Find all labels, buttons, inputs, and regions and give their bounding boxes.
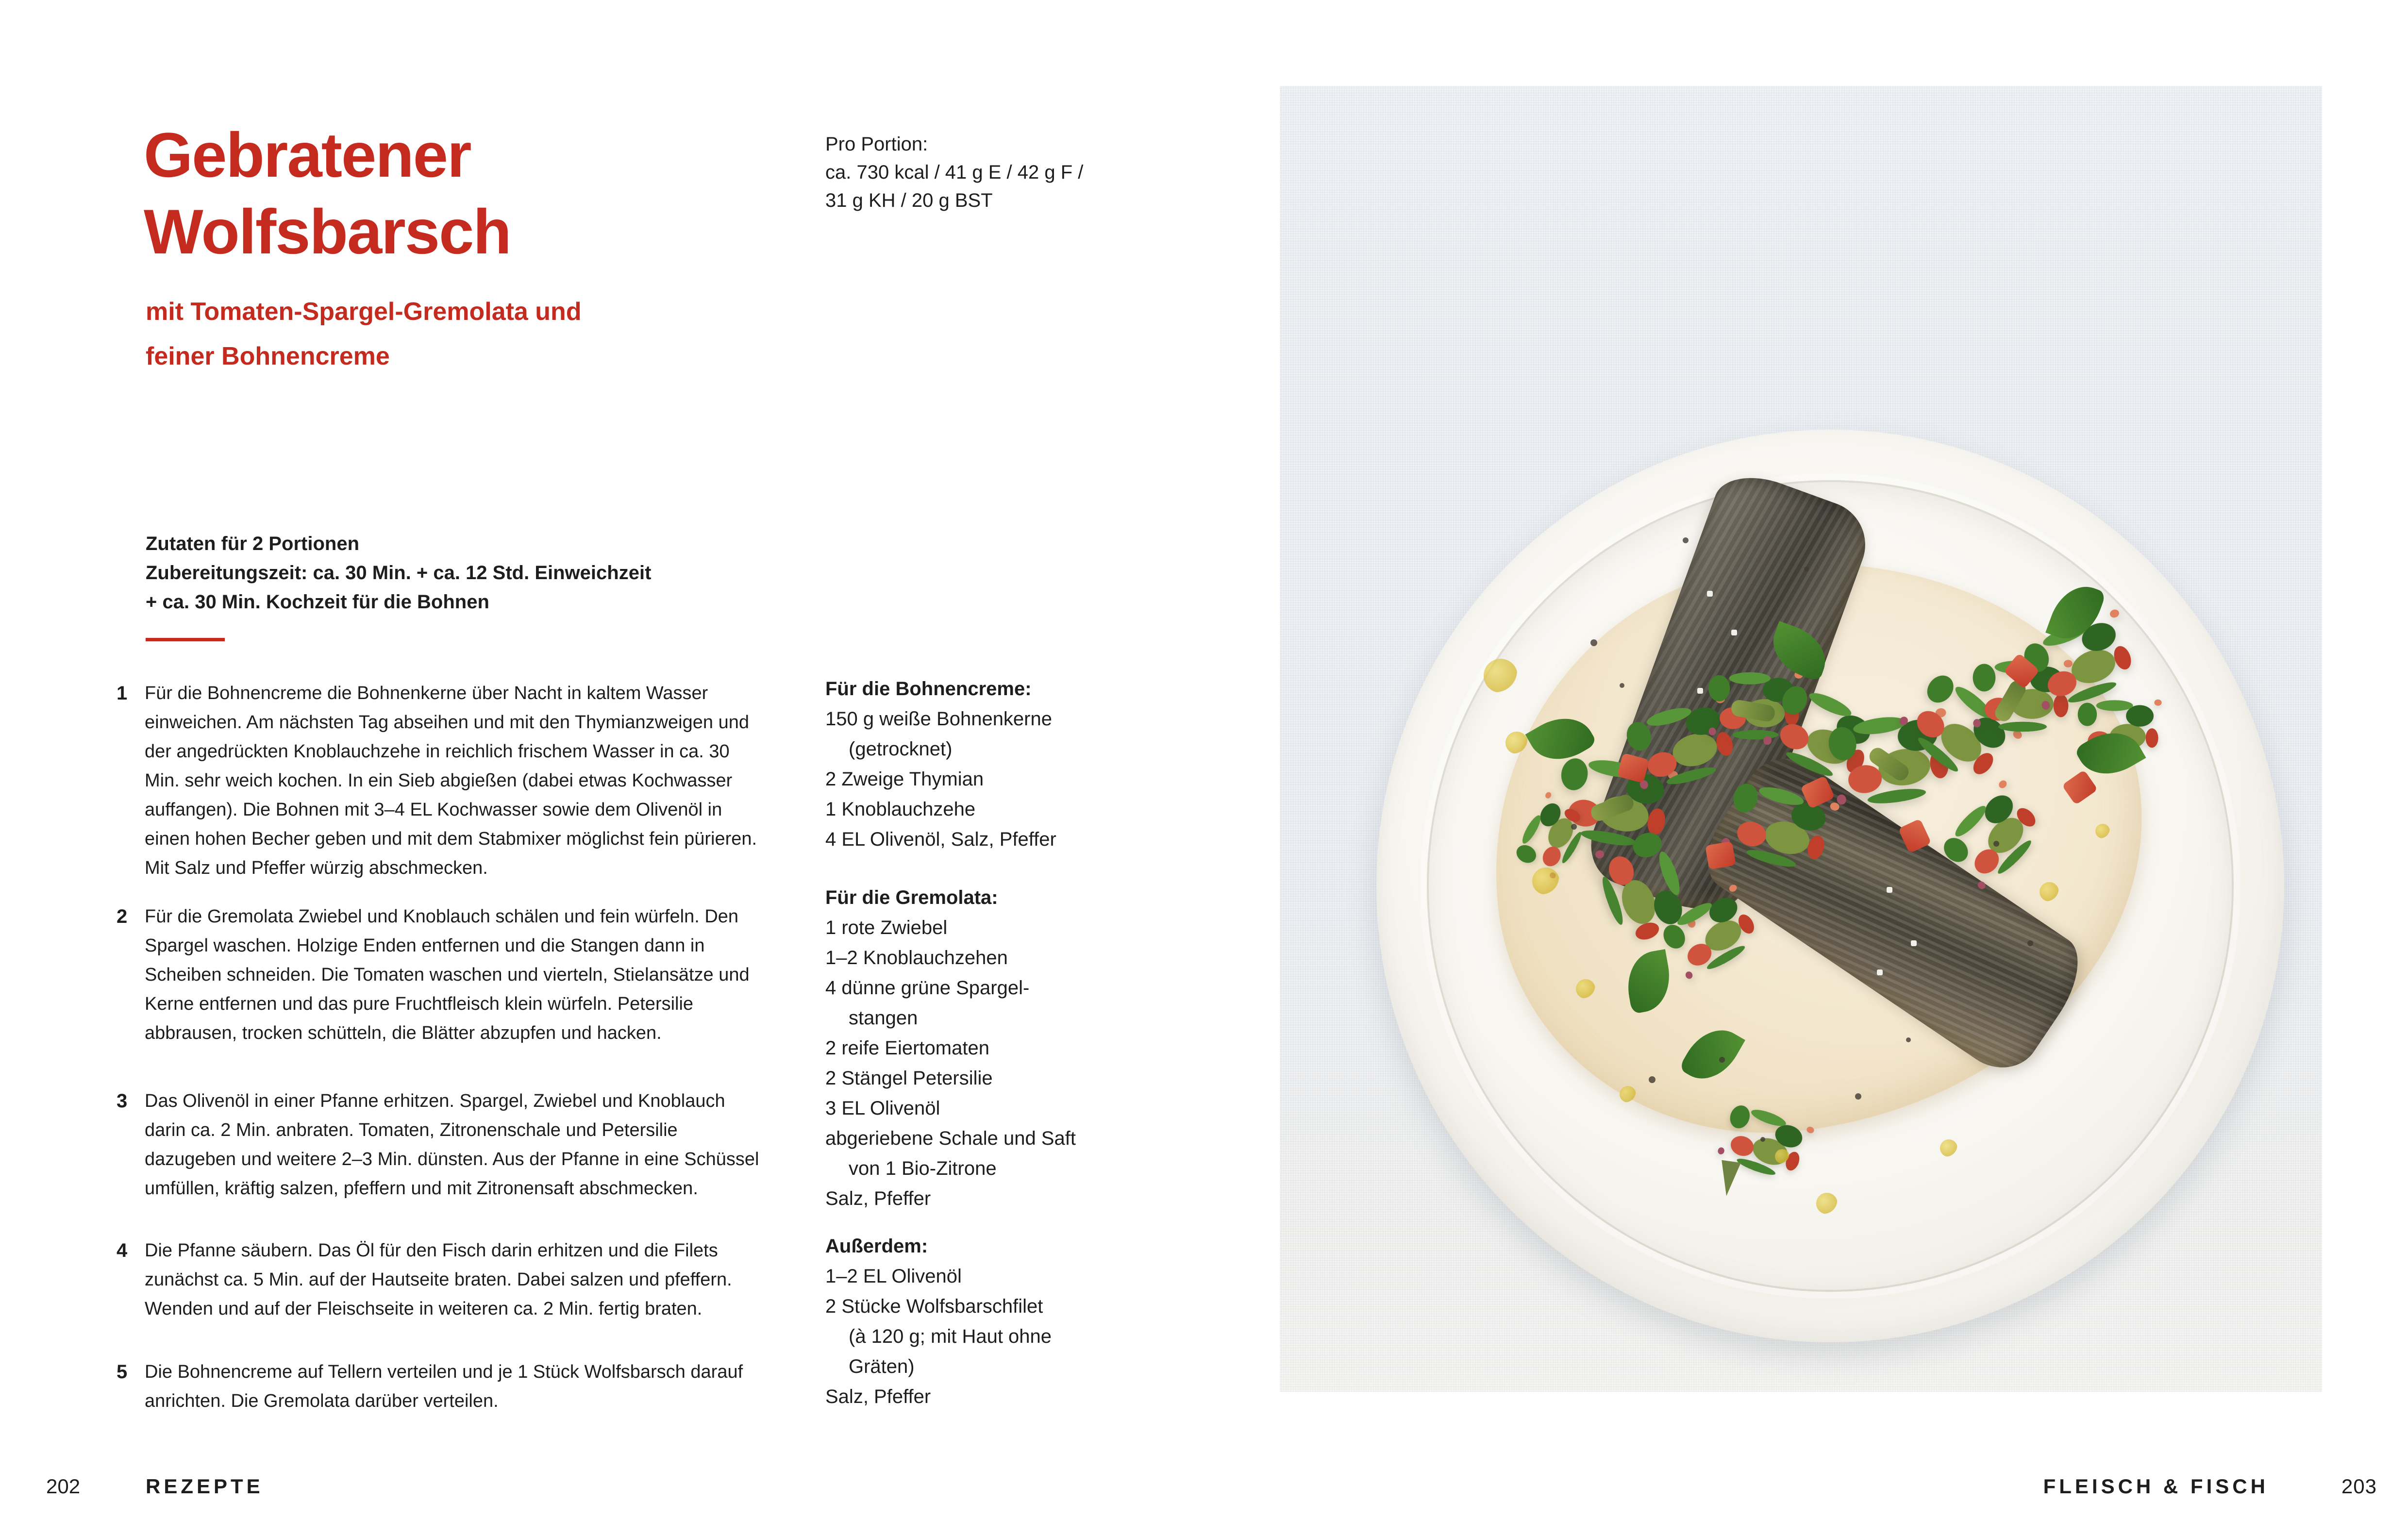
step-text: Für die Bohnencreme die Bohnenkerne über Nacht in kaltem Wasser einweichen. Am nächsten Tag abseihen und mit den Thymianzweigen und der angedrückten Knoblauchzehe in reichlich frischem Wasser in ca. 30 Min. sehr weich kochen. In ein Sieb abgießen (dabei etwas Kochwasser auffangen). Die Bohnen mit 3–4 EL Kochwasser sowie dem Olivenöl in einen hohen Becher geben und mit dem Stabmixer möglichst fein pürieren. Mit Salz und Pfeffer würzig abschmecken. xyxy=(145,683,757,878)
ingredients-bohnencreme xyxy=(825,674,1165,854)
salt-flake xyxy=(1877,969,1883,975)
salt-flake xyxy=(1731,630,1737,635)
pepper-speck xyxy=(1620,683,1624,688)
pepper-speck xyxy=(1590,639,1597,646)
ingredient-line: 1 rote Zwiebel xyxy=(825,917,948,938)
pepper-speck xyxy=(1855,1093,1861,1100)
recipe-subtitle-line2: feiner Bohnencreme xyxy=(146,342,390,370)
ingredient-line: stangen xyxy=(849,1007,918,1029)
ingredient-line: 4 EL Olivenöl, Salz, Pfeffer xyxy=(825,829,1056,850)
step-number: 4 xyxy=(117,1240,128,1261)
step-number: 5 xyxy=(117,1361,128,1383)
recipe-title-line1: Gebratener xyxy=(144,119,471,190)
recipe-subtitle-line1: mit Tomaten-Spargel-Gremolata und xyxy=(146,298,582,326)
page-number-left: 202 xyxy=(46,1475,81,1498)
oil-drop xyxy=(1620,1086,1636,1102)
section-label-left: REZEPTE xyxy=(146,1475,264,1498)
oil-drop xyxy=(1484,659,1518,693)
step-number: 1 xyxy=(117,683,128,704)
ingredient-line: 2 Stängel Petersilie xyxy=(825,1068,993,1089)
ingredient-line: 2 reife Eiertomaten xyxy=(825,1037,989,1059)
step-text: Für die Gremolata Zwiebel und Knoblauch schälen und fein würfeln. Den Spargel waschen. Holzige Enden entfernen und die Stangen dann in Scheiben schneiden. Die Tomaten waschen und vierteln, Stielansätze und Kerne entfernen und das pure Fruchtfleisch klein würfeln. Petersilie abbrausen, trocken schütteln, die Blätter abzupfen und hacken. xyxy=(145,906,750,1043)
dish-photo xyxy=(1280,86,2322,1392)
tomato-piece xyxy=(1705,841,1736,870)
nutrition-line2: 31 g KH / 20 g BST xyxy=(825,190,993,211)
step-number: 3 xyxy=(117,1090,128,1112)
ingredients-ausserdem xyxy=(825,1231,1165,1412)
ingredient-group-heading: Für die Bohnencreme: xyxy=(825,678,1032,700)
salt-flake xyxy=(1697,688,1703,694)
pepper-speck xyxy=(2027,940,2033,946)
prep-time-line: Zubereitungszeit: ca. 30 Min. + ca. 12 Std. Einweichzeit xyxy=(146,562,652,584)
oil-drop xyxy=(1576,979,1595,999)
ingredient-line: 4 dünne grüne Spargel- xyxy=(825,977,1030,999)
ingredient-line: Salz, Pfeffer xyxy=(825,1386,931,1407)
accent-rule xyxy=(146,638,225,641)
oil-drop xyxy=(1940,1139,1957,1157)
salt-flake xyxy=(1707,591,1713,597)
nutrition-label: Pro Portion: xyxy=(825,134,928,155)
ingredient-line: abgeriebene Schale und Saft xyxy=(825,1128,1076,1149)
ingredient-line: Salz, Pfeffer xyxy=(825,1188,931,1209)
prep-meta xyxy=(146,529,651,617)
ingredient-line: 1–2 Knoblauchzehen xyxy=(825,947,1008,968)
oil-drop xyxy=(2095,824,2110,838)
step-text: Das Olivenöl in einer Pfanne erhitzen. Spargel, Zwiebel und Knoblauch darin ca. 2 Min. anbraten. Tomaten, Zitronenschale und Petersilie dazugeben und weitere 2–3 Min. dünsten. Aus der Pfanne in eine Schüssel umfüllen, kräftig salzen, pfeffern und mit Zitronensaft abschmecken. xyxy=(145,1091,759,1199)
ingredient-line: (à 120 g; mit Haut ohne xyxy=(849,1326,1052,1347)
nutrition-line1: ca. 730 kcal / 41 g E / 42 g F / xyxy=(825,162,1084,183)
oil-drop xyxy=(1505,732,1528,754)
ingredient-line: 3 EL Olivenöl xyxy=(825,1098,940,1119)
step-text: Die Pfanne säubern. Das Öl für den Fisch darin erhitzen und die Filets zunächst ca. 5 Min. auf der Hautseite braten. Dabei salzen und pfeffern. Wenden und auf der Fleischseite in weiteren ca. 2 Min. fertig braten. xyxy=(145,1240,732,1319)
pepper-speck xyxy=(1804,567,1809,571)
recipe-subtitle xyxy=(146,289,582,379)
step-text: Die Bohnencreme auf Tellern verteilen und je 1 Stück Wolfsbarsch darauf anrichten. Die Gremolata darüber verteilen. xyxy=(145,1362,743,1411)
ingredient-line: von 1 Bio-Zitrone xyxy=(849,1158,997,1179)
ingredient-group-heading: Außerdem: xyxy=(825,1235,928,1257)
page-number-right: 203 xyxy=(2341,1475,2377,1498)
step-1 xyxy=(117,679,765,883)
footer-right xyxy=(2043,1475,2377,1498)
step-number: 2 xyxy=(117,906,128,927)
ingredient-line: 1–2 EL Olivenöl xyxy=(825,1266,962,1287)
salt-flake xyxy=(1911,940,1917,946)
salt-flake xyxy=(1887,887,1892,893)
oil-drop xyxy=(2040,882,2059,901)
step-4 xyxy=(117,1236,765,1323)
cook-time-line: + ca. 30 Min. Kochzeit für die Bohnen xyxy=(146,591,489,613)
recipe-title xyxy=(144,117,511,270)
ingredient-line: 2 Zweige Thymian xyxy=(825,768,984,790)
oil-drop xyxy=(1532,868,1559,895)
ingredient-line: Gräten) xyxy=(849,1356,915,1377)
nutrition-info xyxy=(825,130,1083,215)
step-5 xyxy=(117,1357,765,1416)
pepper-speck xyxy=(1760,1137,1765,1142)
ingredient-line: (getrocknet) xyxy=(849,738,953,760)
pepper-speck xyxy=(1571,824,1577,830)
step-2 xyxy=(117,902,765,1048)
ingredient-group-heading: Für die Gremolata: xyxy=(825,887,998,908)
ingredients-gremolata xyxy=(825,883,1165,1214)
step-3 xyxy=(117,1086,765,1203)
pepper-speck xyxy=(1649,1076,1656,1083)
pepper-speck xyxy=(1906,1037,1911,1042)
oil-drop xyxy=(1816,1193,1838,1214)
pepper-speck xyxy=(1683,537,1689,543)
ingredient-line: 2 Stücke Wolfsbarschfilet xyxy=(825,1296,1043,1317)
recipe-title-line2: Wolfsbarsch xyxy=(144,196,511,267)
ingredient-line: 1 Knoblauchzehe xyxy=(825,799,976,820)
oil-drop xyxy=(1775,1149,1789,1164)
section-label-right: FLEISCH & FISCH xyxy=(2043,1475,2269,1498)
pepper-speck xyxy=(1993,841,1999,847)
servings-line: Zutaten für 2 Portionen xyxy=(146,533,359,554)
ingredient-line: 150 g weiße Bohnenkerne xyxy=(825,708,1052,730)
pepper-speck xyxy=(1719,1057,1725,1063)
